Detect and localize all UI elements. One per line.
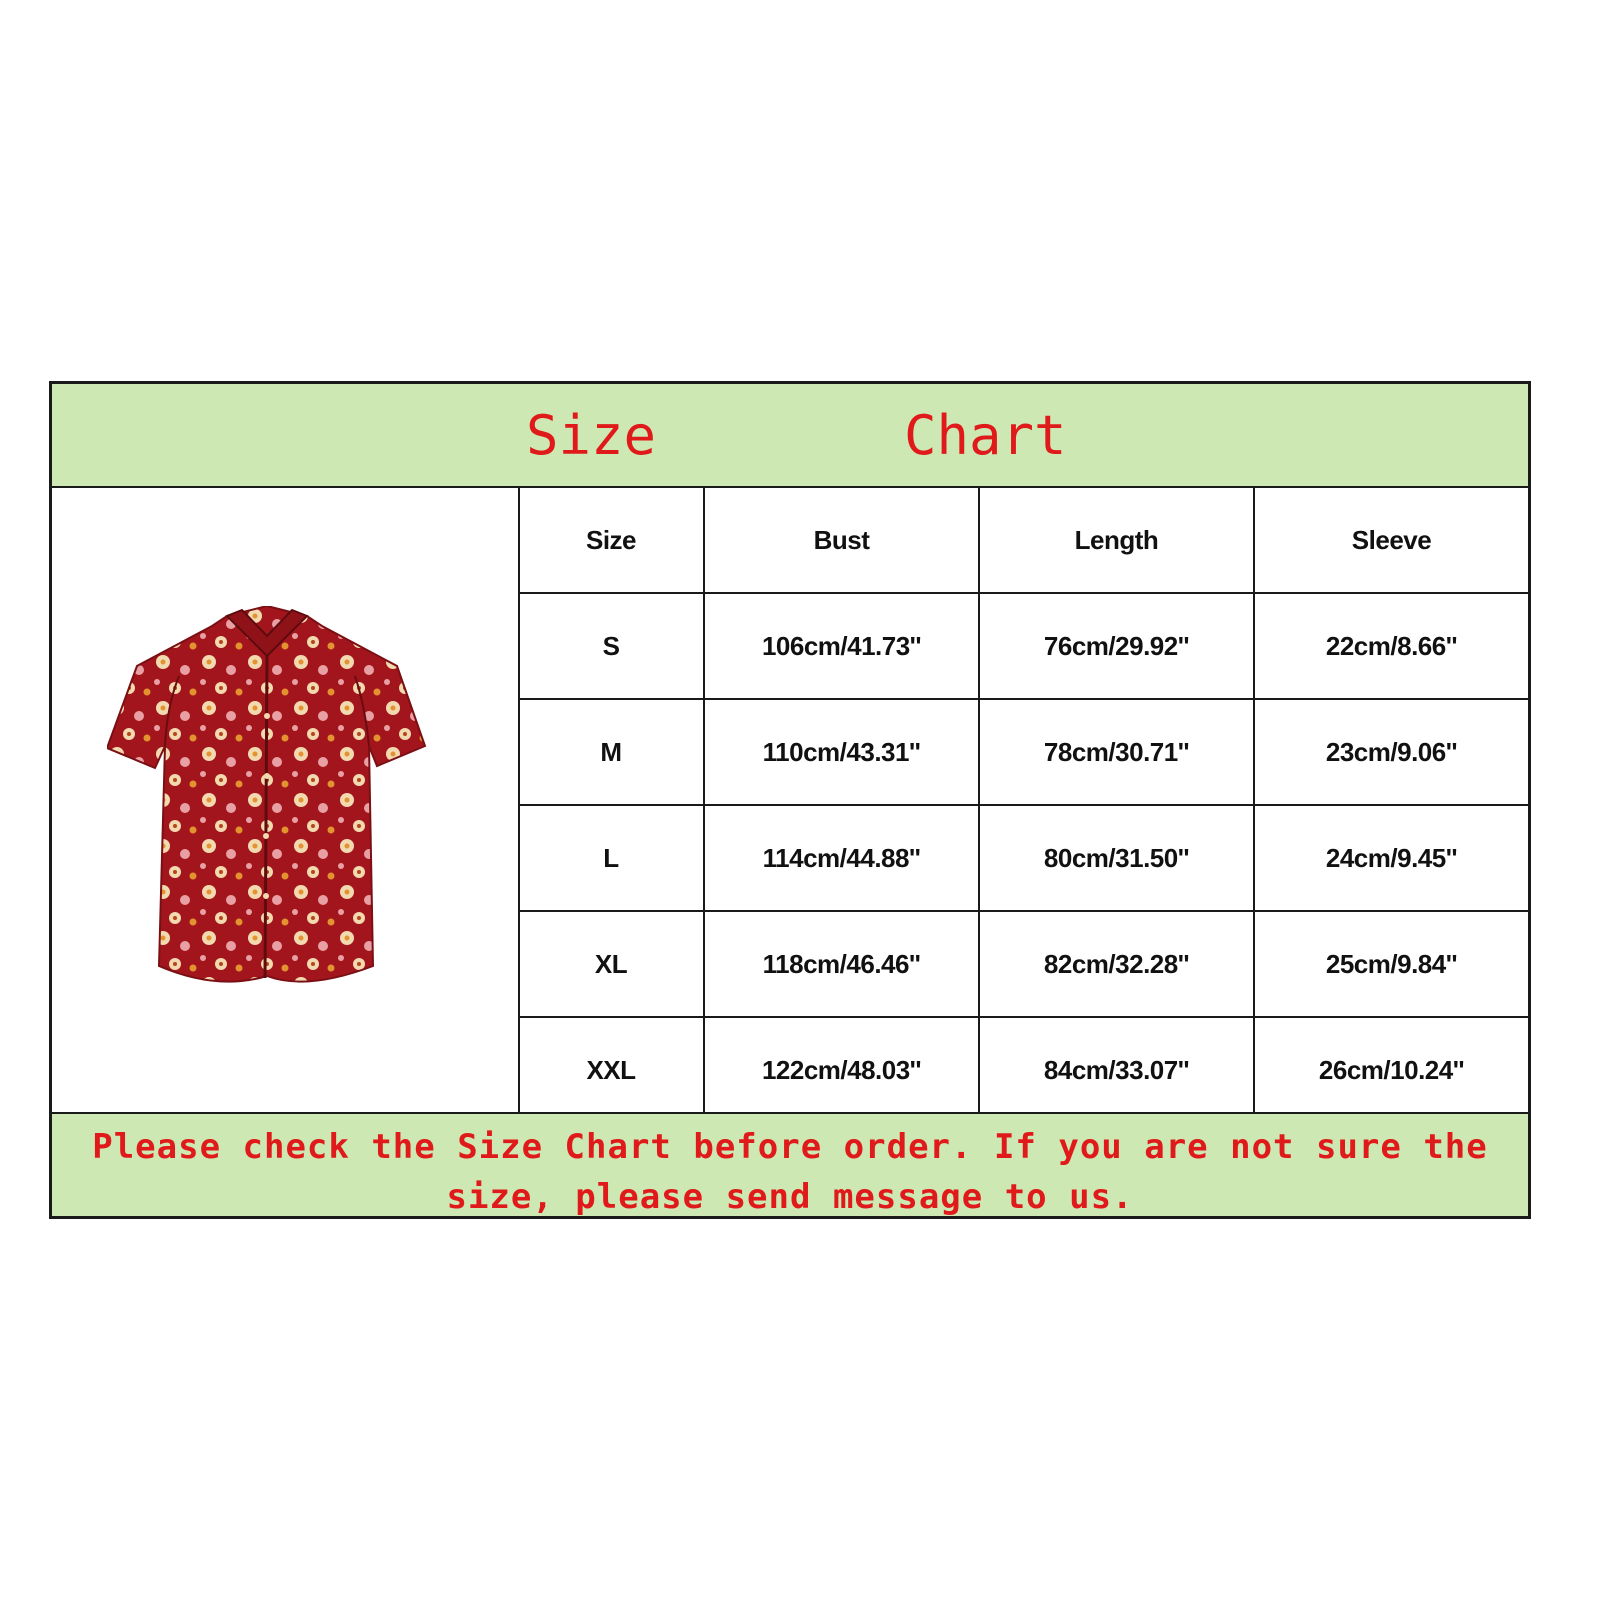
cell-size: M <box>519 699 704 805</box>
cell-length: 84cm/33.07'' <box>979 1017 1254 1122</box>
product-photo-cell <box>52 488 520 1112</box>
cell-length: 76cm/29.92'' <box>979 593 1254 699</box>
header-length: Length <box>979 488 1254 593</box>
title-word-size: Size <box>526 404 657 467</box>
table-header-row <box>519 488 1528 593</box>
table-row <box>519 699 1528 805</box>
footer-note: Please check the Size Chart before order. If you are not sure the size, please send message to us. <box>52 1112 1528 1216</box>
cell-sleeve: 24cm/9.45'' <box>1254 805 1528 911</box>
cell-size: XL <box>519 911 704 1017</box>
header-bust: Bust <box>704 488 979 593</box>
size-table <box>519 488 1528 1122</box>
cell-size: S <box>519 593 704 699</box>
table-row <box>519 1017 1528 1122</box>
title-band <box>52 384 1528 488</box>
cell-length: 78cm/30.71'' <box>979 699 1254 805</box>
header-sleeve: Sleeve <box>1254 488 1528 593</box>
cell-length: 82cm/32.28'' <box>979 911 1254 1017</box>
cell-sleeve: 22cm/8.66'' <box>1254 593 1528 699</box>
cell-sleeve: 23cm/9.06'' <box>1254 699 1528 805</box>
title-word-chart: Chart <box>904 404 1067 467</box>
header-size: Size <box>519 488 704 593</box>
cell-sleeve: 26cm/10.24'' <box>1254 1017 1528 1122</box>
table-row <box>519 593 1528 699</box>
table-row <box>519 911 1528 1017</box>
cell-bust: 114cm/44.88'' <box>704 805 979 911</box>
size-chart-sheet <box>49 381 1531 1219</box>
cell-bust: 106cm/41.73'' <box>704 593 979 699</box>
table-row <box>519 805 1528 911</box>
cell-size: XXL <box>519 1017 704 1122</box>
cell-bust: 122cm/48.03'' <box>704 1017 979 1122</box>
floral-shirt-icon <box>107 606 437 996</box>
cell-bust: 118cm/46.46'' <box>704 911 979 1017</box>
cell-bust: 110cm/43.31'' <box>704 699 979 805</box>
cell-sleeve: 25cm/9.84'' <box>1254 911 1528 1017</box>
cell-size: L <box>519 805 704 911</box>
cell-length: 80cm/31.50'' <box>979 805 1254 911</box>
